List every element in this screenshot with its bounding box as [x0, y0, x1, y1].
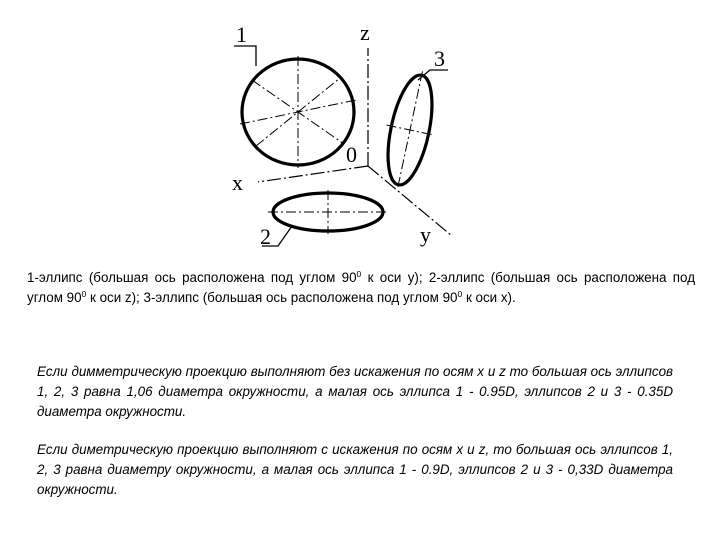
- caption-paragraph-2: Если димметрическую проекцию выполняют без искажения по осям х и z то большая ось эллипсов 1, 2, 3 равна 1,06 диаметра окружности, а малая ось эллипса 1 - 0.95D, эллипсов 2 и 3 - 0.35D диаметра окружности.: [37, 364, 673, 419]
- degree-sup: 0: [356, 269, 362, 279]
- label-z: z: [360, 20, 370, 45]
- caption-paragraph-1: [27, 268, 695, 308]
- degree-sup: 0: [81, 289, 87, 299]
- caption-text: к оси х).: [462, 290, 516, 305]
- label-3: 3: [434, 46, 445, 71]
- degree-sup: 0: [457, 289, 463, 299]
- label-2: 2: [260, 224, 271, 249]
- label-1: 1: [236, 22, 247, 47]
- leader-1: [234, 46, 256, 66]
- caption-text: к оси у); 2-эллипс (большая ось расположена под углом 90: [27, 270, 696, 305]
- label-x: x: [232, 170, 243, 195]
- x-axis: [258, 166, 368, 182]
- label-origin: 0: [346, 142, 357, 167]
- ellipse-3: [374, 66, 446, 193]
- caption-paragraph-3: Если диметрическую проекцию выполняют с искажения по осям х и z, то большая ось эллипсов 1, 2, 3 равна диаметру окружности, а малая ось эллипса 1 - 0.9D, эллипсов 2 и 3 - 0,33D диаметра окружности.: [37, 442, 673, 497]
- dimetric-ellipses-diagram: [0, 0, 720, 260]
- caption-text: 1-эллипс (большая ось расположена под углом 90: [27, 270, 357, 285]
- ellipse-1: [240, 56, 356, 168]
- ellipse-2: [268, 190, 388, 234]
- label-y: y: [420, 222, 431, 247]
- caption-text: к оси z); 3-эллипс (большая ось расположена под углом 90: [86, 290, 458, 305]
